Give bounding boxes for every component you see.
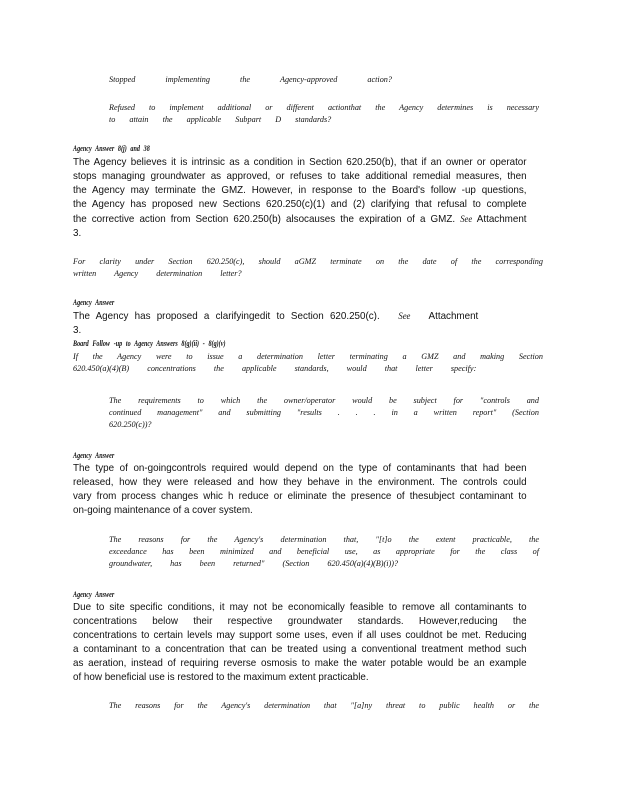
answer-line: Due to site specific conditions, it may not be economically feasible to remove all contaminants to bbox=[73, 602, 527, 613]
answer-line: concentrations to certain levels may support some uses, even if all uses couldnot be met. Reducing bbox=[73, 630, 527, 641]
agency-answer-clarifying-edit bbox=[73, 309, 478, 338]
question-exceedance-reasons bbox=[109, 534, 539, 570]
answer-line: The Agency believes it is intrinsic as a condition in Section 620.250(b), that if an owner or operator bbox=[73, 157, 527, 168]
answer-line: the Agency may terminate the GMZ. However, in response to the Board's follow -up questions, bbox=[73, 185, 527, 196]
answer-heading-8j: Agency Answer 8(j) and 38 bbox=[73, 143, 150, 153]
answer-line: the Agency has proposed new Sections 620.250(c)(1) and (2) clarifying that refusal to complete bbox=[73, 199, 527, 210]
answer-line: released, how they were released and how they behave in the environment. The controls could bbox=[73, 477, 527, 488]
question-line: The reasons for the Agency's determination that, "[t]o the extent practicable, the bbox=[109, 535, 539, 544]
attachment-reference: Attachment 3. bbox=[73, 311, 479, 336]
question-requirements bbox=[109, 395, 539, 431]
question-line: written Agency determination letter? bbox=[73, 269, 242, 278]
answer-text: the corrective action from Section 620.250(b) alsocauses the expiration of a GMZ. bbox=[73, 214, 456, 225]
question-line: to attain the applicable Subpart D standards? bbox=[109, 115, 332, 124]
question-text: Stopped implementing the Agency-approved action? bbox=[109, 75, 392, 84]
answer-text: The Agency has proposed a clarifyingedit to Section 620.250(c). bbox=[73, 311, 380, 322]
answer-line: of how beneficial use is restored to the maximum extent practicable. bbox=[73, 672, 369, 683]
answer-line: as aeration, instead of requiring reverse osmosis to make the water potable would be an example bbox=[73, 658, 527, 669]
question-gmz-termination-date bbox=[73, 256, 543, 280]
answer-line: vary from process changes whic h reduce or eliminate the presence of thesubject contaminant to bbox=[73, 491, 527, 502]
question-line: 620.450(a)(4)(B) concentrations the applicable standards, would that letter specify: bbox=[73, 364, 477, 373]
see-reference: See bbox=[398, 311, 411, 321]
answer-line: 3. bbox=[73, 228, 82, 239]
question-line: exceedance has been minimized and beneficial use, as appropriate for the class of bbox=[109, 547, 539, 556]
question-line: continued management" and submitting "results . . . in a written report" (Section bbox=[109, 408, 539, 417]
attachment-reference: Attachment bbox=[476, 214, 527, 225]
answer-heading: Agency Answer bbox=[73, 450, 115, 460]
question-refused-to-implement bbox=[109, 102, 539, 126]
question-line: The reasons for the Agency's determination that "[a]ny threat to public health or the bbox=[109, 701, 539, 710]
agency-answer-controls bbox=[73, 462, 527, 518]
answer-heading: Agency Answer bbox=[73, 589, 115, 599]
question-public-health-threat bbox=[109, 700, 539, 712]
question-stopped-implementing bbox=[109, 74, 539, 86]
question-determination-letter bbox=[73, 351, 543, 375]
answer-line bbox=[73, 309, 478, 338]
question-line: groundwater, has been returned" (Section 620.450(a)(4)(B)(i))? bbox=[109, 559, 399, 568]
answer-line: The type of on-goingcontrols required would depend on the type of contaminants that had been bbox=[73, 463, 527, 474]
question-line: For clarity under Section 620.250(c), should aGMZ terminate on the date of the corresponding bbox=[73, 257, 543, 266]
answer-line bbox=[73, 212, 527, 227]
answer-line: on-going maintenance of a cover system. bbox=[73, 505, 253, 516]
agency-answer-8j bbox=[73, 156, 527, 241]
answer-line: stops managing groundwater as approved, or refuses to take additional remedial measures, then bbox=[73, 171, 527, 182]
question-line: The requirements to which the owner/operator would be subject for "controls and bbox=[109, 396, 539, 405]
question-line: If the Agency were to issue a determination letter terminating a GMZ and making Section bbox=[73, 352, 543, 361]
question-line: Refused to implement additional or different actionthat the Agency determines is necessary bbox=[109, 103, 539, 112]
board-follow-up-heading: Board Follow -up to Agency Answers 8(g)(ii) - 8(g)(v) bbox=[73, 338, 226, 348]
answer-heading: Agency Answer bbox=[73, 297, 115, 307]
answer-line: concentrations below their respective groundwater standards. However,reducing the bbox=[73, 616, 527, 627]
see-reference: See bbox=[460, 214, 473, 224]
question-line: 620.250(c))? bbox=[109, 420, 152, 429]
answer-line: a contaminant to a concentration that can be treated using a conventional treatment method such bbox=[73, 644, 527, 655]
agency-answer-beneficial-use bbox=[73, 601, 527, 685]
